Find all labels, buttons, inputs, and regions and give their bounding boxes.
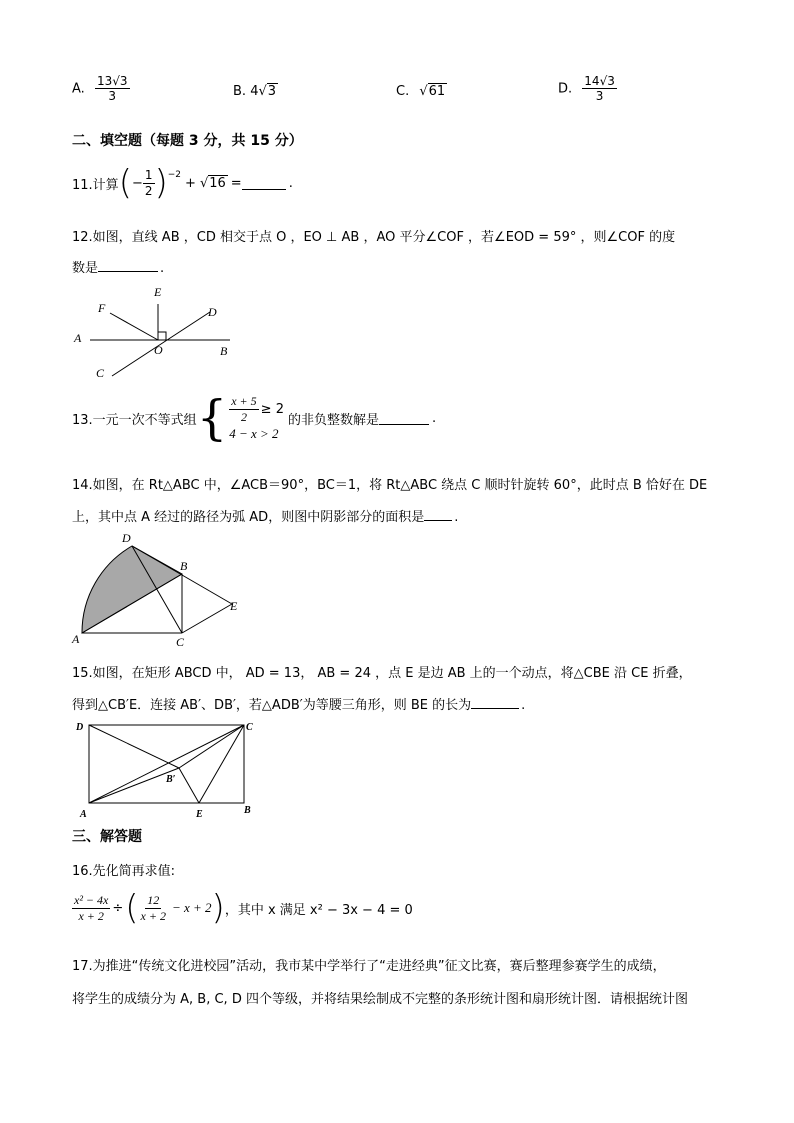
segment-dbp [89,725,179,768]
q16-fraction1 [72,893,110,923]
q13-row1-denominator: 2 [240,409,247,424]
q15-end: . [521,698,526,713]
q16-f2-numerator: 12 [147,893,160,908]
q15-line2-text: 得到△CB′E．连接 AB′、DB′，若△ADB′为等腰三角形，则 BE 的长为 [72,698,472,713]
q13-suffix: 的非负整数解是 [287,412,379,428]
label-c: C [96,366,105,380]
label-f: F [98,301,106,315]
option-b-coef: 4 [250,84,259,99]
label-c: C [246,722,253,733]
segment-ac [89,725,244,803]
q11-answer-blank[interactable] [242,188,286,190]
label-e: E [154,285,162,299]
q16-fraction2 [139,893,168,923]
option-b-radicand: 3 [267,84,277,99]
q13-row2: 4 − x > 2 [229,425,279,441]
option-a-denominator: 3 [108,89,117,104]
q14-answer-blank[interactable] [424,519,452,521]
label-a: A [80,809,87,820]
q14-line2 [72,506,458,525]
q11-prefix: 11.计算 [72,177,119,193]
q17-line2: 将学生的成绩分为 A, B, C, D 四个等级，并将结果绘制成不完整的条形统计图和扇形统计图．请根据统计图 [72,992,688,1007]
ray-of [110,313,158,340]
q16-f2-denominator: x + 2 [140,908,166,923]
q16-expression: $\frac{\text{x² − 4x}}{x + 2}$ ÷ ( $\frac{12}{x + 2}$ − x + 2 ) ，其中 x 满足 x² − 3x − 4 = 0 [74,888,413,928]
option-a-fraction [95,74,130,104]
q11-denominator: 2 [144,183,153,198]
label-c: C [176,635,185,649]
q12-line1: 12.如图，直线 AB ，CD 相交于点 O ，EO ⊥ AB ，AO 平分∠COF ，若∠EOD = 59° ，则∠COF 的度 [72,230,676,245]
q13-row1 [229,394,284,424]
label-a: A [72,632,80,646]
q13-prefix: 13.一元一次不等式组 [72,412,197,428]
label-bprime: B′ [166,774,176,785]
label-o: O [154,343,163,357]
q15-line1: 15.如图，在矩形 ABCD 中， AD = 13， AB = 24 ，点 E 是边 AB 上的一个动点，将△CBE 沿 CE 折叠， [72,666,692,681]
option-d-label: D. [558,81,573,97]
q11-minus: − [131,175,143,191]
q14-end: . [454,510,459,525]
q11-exponent: −2 [167,170,182,180]
label-b: B [220,344,228,358]
q15-line2 [72,694,525,713]
q16-f2-tail: − x + 2 [171,900,212,915]
q14-figure [70,528,250,653]
q11-end: . [288,175,293,191]
q17-line1: 17.为推进“传统文化进校园”活动，我市某中学举行了“走进经典”征文比赛，赛后整理参赛学生的成绩， [72,959,666,974]
shaded-region [82,546,182,633]
q11-equals: = [230,175,242,191]
option-c-radicand: 61 [428,84,446,99]
label-d: D [208,305,217,319]
segment-bpe [179,768,199,803]
question-11: 11.计算 ( − $\frac{1}{2}$ ) −2 + √ 16 = . [72,163,293,203]
option-c-label: C. [396,84,410,99]
q16-f1-denominator: x + 2 [78,908,104,923]
q15-figure [72,716,262,822]
q12-figure [70,282,240,382]
option-d-numerator: 14√3 [584,74,615,88]
q14-line2-text: 上，其中点 A 经过的路径为弧 AD，则图中阴影部分的面积是 [72,510,425,525]
label-d: D [76,722,84,733]
label-b: B [180,559,188,573]
q16-divide: ÷ [112,900,124,916]
q15-answer-blank[interactable] [471,707,519,709]
label-e: E [196,809,203,820]
q14-line1: 14.如图，在 Rt△ABC 中，∠ACB＝90°，BC＝1，将 Rt△ABC 绕点 C 顺时针旋转 60°，此时点 B 恰好在 DE [72,478,708,493]
segment-ce [182,604,232,633]
option-d-denominator: 3 [595,89,604,104]
q12-end: . [160,261,165,276]
q16-condition: ，其中 x 满足 x² − 3x − 4 = 0 [224,902,413,918]
q13-row1-relation: ≥ 2 [260,401,284,417]
q11-numerator: 1 [144,168,153,183]
right-angle-mark [158,332,166,340]
option-d-fraction [582,74,617,104]
question-13: 13.一元一次不等式组 { $\frac{x + 5}{2}$ ≥ 2 4 − x > 2 的非负整数解是 . [72,390,437,446]
label-d: D [122,531,131,545]
option-b-label: B. [233,84,247,99]
q12-answer-blank[interactable] [98,270,158,272]
q13-system [229,394,284,442]
q12-line2-text: 数是 [72,261,99,276]
option-a-label: A. [72,81,85,97]
segment-cbp [179,725,244,768]
label-e: E [230,599,238,613]
q12-line2 [72,257,164,276]
q11-fraction [143,168,155,198]
label-b: B [244,805,251,816]
q16-line1: 16.先化简再求值: [72,864,176,879]
section2-title: 二、填空题（每题 3 分，共 15 分） [72,133,303,149]
option-a [72,74,130,104]
q11-radicand: 16 [209,176,226,191]
option-c: C. √61 [396,84,446,99]
option-d [558,74,617,104]
option-b: B. 4√3 [233,84,277,99]
label-a: A [74,331,82,345]
q13-end: . [431,410,437,426]
q13-answer-blank[interactable] [379,423,429,425]
section3-title: 三、解答题 [72,829,142,845]
q11-plus: + [185,175,196,191]
q13-row1-numerator: x + 5 [231,394,257,409]
option-a-numerator: 13√3 [96,74,128,88]
q16-f1-numerator: x² − 4x [74,893,109,908]
